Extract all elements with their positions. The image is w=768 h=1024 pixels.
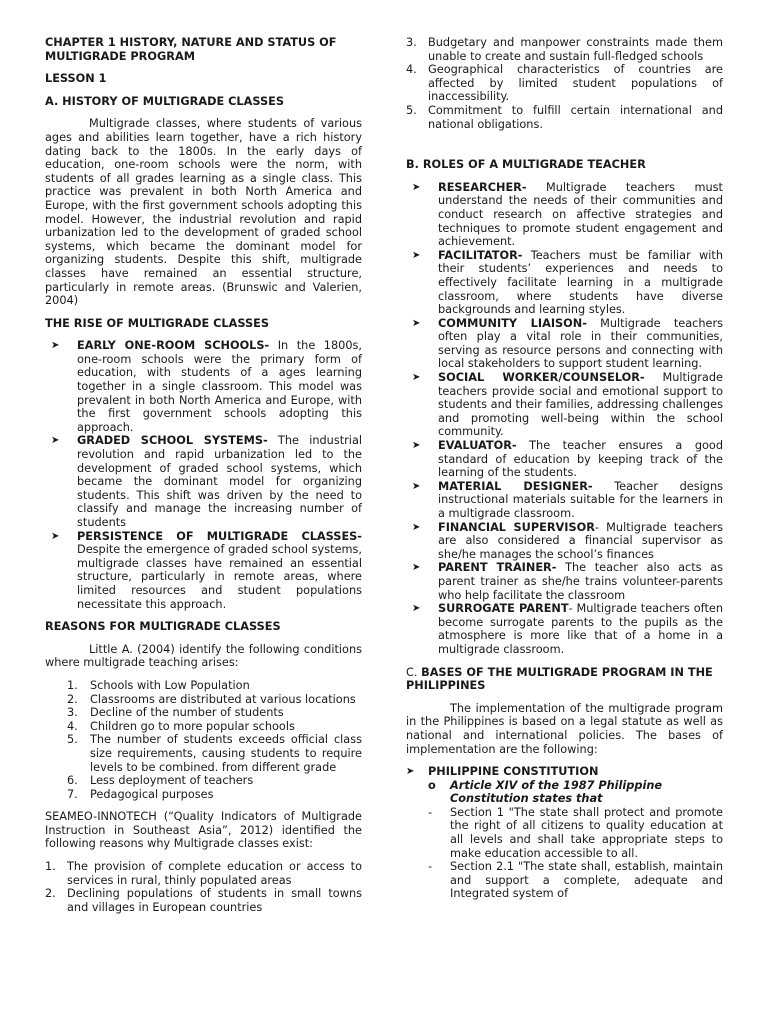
list-item: 5. The number of students exceeds official class size requirements, causing students to require levels to be combined. from different grade bbox=[67, 733, 362, 774]
left-column bbox=[45, 36, 362, 914]
section-a-heading: A. HISTORY OF MULTIGRADE CLASSES bbox=[45, 94, 284, 108]
list-item: 2. Classrooms are distributed at various locations bbox=[67, 692, 356, 706]
list-item: 3. Budgetary and manpower constraints made them unable to create and sustain full-fledged schools bbox=[406, 36, 723, 63]
list-item: ➤ SOCIAL WORKER/COUNSELOR- Multigrade teachers provide social and emotional support to students and their families, addressing challenges and promoting well-being within the school community. bbox=[412, 371, 723, 439]
arrow-bullet-icon: ➤ bbox=[412, 480, 421, 492]
constitution-list bbox=[406, 765, 723, 779]
section-c-heading: C. BASES OF THE MULTIGRADE PROGRAM IN THE PHILIPPINES bbox=[406, 665, 713, 693]
lesson-label: LESSON 1 bbox=[45, 72, 107, 86]
list-item: 1. The provision of complete education or access to services in rural, thinly populated areas bbox=[45, 860, 362, 887]
list-item: 5. Commitment to fulfill certain international and national obligations. bbox=[406, 103, 723, 131]
section-b-heading: B. ROLES OF A MULTIGRADE TEACHER bbox=[406, 158, 646, 172]
arrow-bullet-icon: ➤ bbox=[51, 435, 60, 447]
item-term: PERSISTENCE OF MULTIGRADE CLASSES- bbox=[77, 529, 362, 543]
arrow-bullet-icon: ➤ bbox=[412, 521, 421, 533]
little-list bbox=[45, 679, 362, 801]
reasons-heading: REASONS FOR MULTIGRADE CLASSES bbox=[45, 620, 281, 634]
seameo-list-continued bbox=[406, 36, 723, 131]
list-item: 3. Decline of the number of students bbox=[67, 706, 284, 720]
item-text: In the 1800s, one-room schools were the primary form of education, with students of a ages learning together in a single classroom. This model was prevalent in both North America and Europe, with the first government schools adopting this approach. bbox=[77, 339, 363, 434]
arrow-bullet-icon: ➤ bbox=[412, 440, 421, 452]
list-item bbox=[45, 434, 362, 529]
arrow-bullet-icon: ➤ bbox=[412, 562, 421, 574]
list-item: ➤ FACILITATOR- Teachers must be familiar with their students’ experiences and needs to effectively facilitate learning in a multigrade classroom, where students have diverse backgrounds and learning styles. bbox=[412, 248, 723, 317]
list-item: ➤ COMMUNITY LIAISON- Multigrade teachers often play a vital role in their communities, serving as resource persons and connecting with local stakeholders to support student learning. bbox=[412, 316, 723, 371]
item-term: GRADED SCHOOL SYSTEMS- bbox=[77, 434, 268, 448]
rise-list bbox=[45, 339, 362, 611]
circle-bullet-icon: o bbox=[428, 778, 436, 792]
list-item: ➤ SURROGATE PARENT- Multigrade teachers often become surrogate parents to the pupils as the atmosphere is more like that of a home in a multigrade classroom. bbox=[412, 602, 723, 656]
arrow-bullet-icon: ➤ bbox=[406, 766, 415, 778]
item-text: Despite the emergence of graded school systems, multigrade classes have remained an essential structure, particularly in remote areas, where limited resources and student populations necessitate this approach. bbox=[77, 543, 362, 611]
list-item bbox=[45, 339, 362, 434]
arrow-bullet-icon: ➤ bbox=[412, 317, 421, 329]
chapter-title: CHAPTER 1 HISTORY, NATURE AND STATUS OF MULTIGRADE PROGRAM bbox=[45, 36, 337, 63]
list-item: - Section 1 "The state shall protect and promote the right of all citizens to quality education at all levels and shall take appropriate steps to make education accessible to all. bbox=[428, 805, 723, 860]
list-item bbox=[45, 530, 362, 612]
bases-paragraph: The implementation of the multigrade program in the Philippines is based on a legal statute as well as national and international policies. The bases of implementation are the following: bbox=[406, 701, 723, 756]
list-item: 2. Declining populations of students in small towns and villages in European countries bbox=[45, 887, 362, 914]
arrow-bullet-icon: ➤ bbox=[51, 530, 60, 542]
arrow-bullet-icon: ➤ bbox=[412, 372, 421, 384]
list-item: 6. Less deployment of teachers bbox=[67, 774, 254, 788]
list-item: 4. Geographical characteristics of countries are affected by limited student populations of inaccessibility. bbox=[406, 63, 723, 104]
right-column bbox=[406, 36, 723, 901]
sections-list bbox=[406, 806, 723, 901]
list-item: - Section 2.1 "The state shall, establish, maintain and support a complete, adequate and Integrated system of bbox=[428, 860, 723, 901]
item-term: EARLY ONE-ROOM SCHOOLS- bbox=[77, 339, 270, 353]
arrow-bullet-icon: ➤ bbox=[412, 603, 421, 615]
list-item: ➤ PARENT TRAINER- The teacher also acts as parent trainer as she/he trains volunteer-parents who help facilitate the classroom bbox=[412, 561, 723, 602]
item-text: The industrial revolution and rapid urbanization led to the development of graded school systems, which became the dominant model for organizing students. This shift was driven by the need to classify and manage the increasing number of students bbox=[77, 434, 363, 529]
list-item: ➤ PHILIPPINE CONSTITUTION bbox=[406, 765, 599, 779]
history-paragraph: Multigrade classes, where students of various ages and abilities learn together, have a rich history dating back to the 1800s. In the early days of education, one-room schools were the norm, with students of all grades learning as a single class. This practice was prevalent in both North America and Europe, with the first government schools adopting this model. However, the industrial revolution and rapid urbanization led to the development of graded school systems, which became the dominant model for organizing students. Despite this shift, multigrade classes have remained an essential structure, particularly in remote areas. (Brunswic and Valerien, 2004) bbox=[45, 117, 362, 308]
roles-list bbox=[406, 181, 723, 657]
seameo-paragraph: SEAMEO-INNOTECH (“Quality Indicators of Multigrade Instruction in Southeast Asia”, 2012) identified the following reasons why Multigrade classes exist: bbox=[45, 810, 362, 851]
arrow-bullet-icon: ➤ bbox=[412, 249, 421, 261]
list-item: ➤ FINANCIAL SUPERVISOR- Multigrade teachers are also considered a financial supervisor as she/he manages the school’s finances bbox=[412, 520, 723, 561]
list-item: ➤ MATERIAL DESIGNER- Teacher designs instructional materials suitable for the learners in a multigrade classroom. bbox=[412, 479, 723, 520]
list-item: ➤ RESEARCHER- Multigrade teachers must understand the needs of their communities and conduct research on affective strategies and techniques to promote student engagement and achievement. bbox=[412, 180, 723, 249]
seameo-list bbox=[45, 860, 362, 914]
list-item: ➤ EVALUATOR- The teacher ensures a good standard of education by keeping track of the learning of the students. bbox=[412, 439, 723, 480]
little-paragraph: Little A. (2004) identify the following conditions where multigrade teaching arises: bbox=[45, 642, 362, 670]
rise-heading: THE RISE OF MULTIGRADE CLASSES bbox=[45, 316, 269, 330]
arrow-bullet-icon: ➤ bbox=[412, 181, 421, 193]
list-item: 4. Children go to more popular schools bbox=[67, 719, 295, 733]
arrow-bullet-icon: ➤ bbox=[51, 340, 60, 352]
list-item: 1. Schools with Low Population bbox=[67, 678, 250, 692]
article-heading: o Article XIV of the 1987 Philippine Constitution states that bbox=[428, 778, 663, 806]
list-item: 7. Pedagogical purposes bbox=[67, 787, 214, 801]
